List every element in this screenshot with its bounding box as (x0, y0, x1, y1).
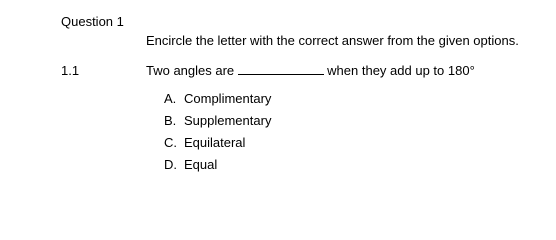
question-stem (146, 63, 475, 79)
option-text: Complimentary (184, 91, 272, 106)
answer-options (164, 91, 271, 179)
stem-text-after: when they add up to 180° (327, 63, 475, 78)
option-letter: D. (164, 157, 177, 172)
option-b[interactable] (164, 113, 271, 135)
option-text: Supplementary (184, 113, 272, 128)
option-text: Equilateral (184, 135, 246, 150)
option-text: Equal (184, 157, 218, 172)
question-number: 1.1 (61, 63, 80, 78)
stem-text-before: Two angles are (146, 63, 235, 78)
question-heading: Question 1 (61, 14, 124, 29)
option-a[interactable] (164, 91, 271, 113)
option-c[interactable] (164, 135, 271, 157)
option-d[interactable] (164, 157, 271, 179)
option-letter: B. (164, 113, 177, 128)
option-letter: C. (164, 135, 177, 150)
answer-blank (238, 63, 324, 75)
question-instruction: Encircle the letter with the correct answer from the given options. (146, 33, 519, 48)
option-letter: A. (164, 91, 177, 106)
